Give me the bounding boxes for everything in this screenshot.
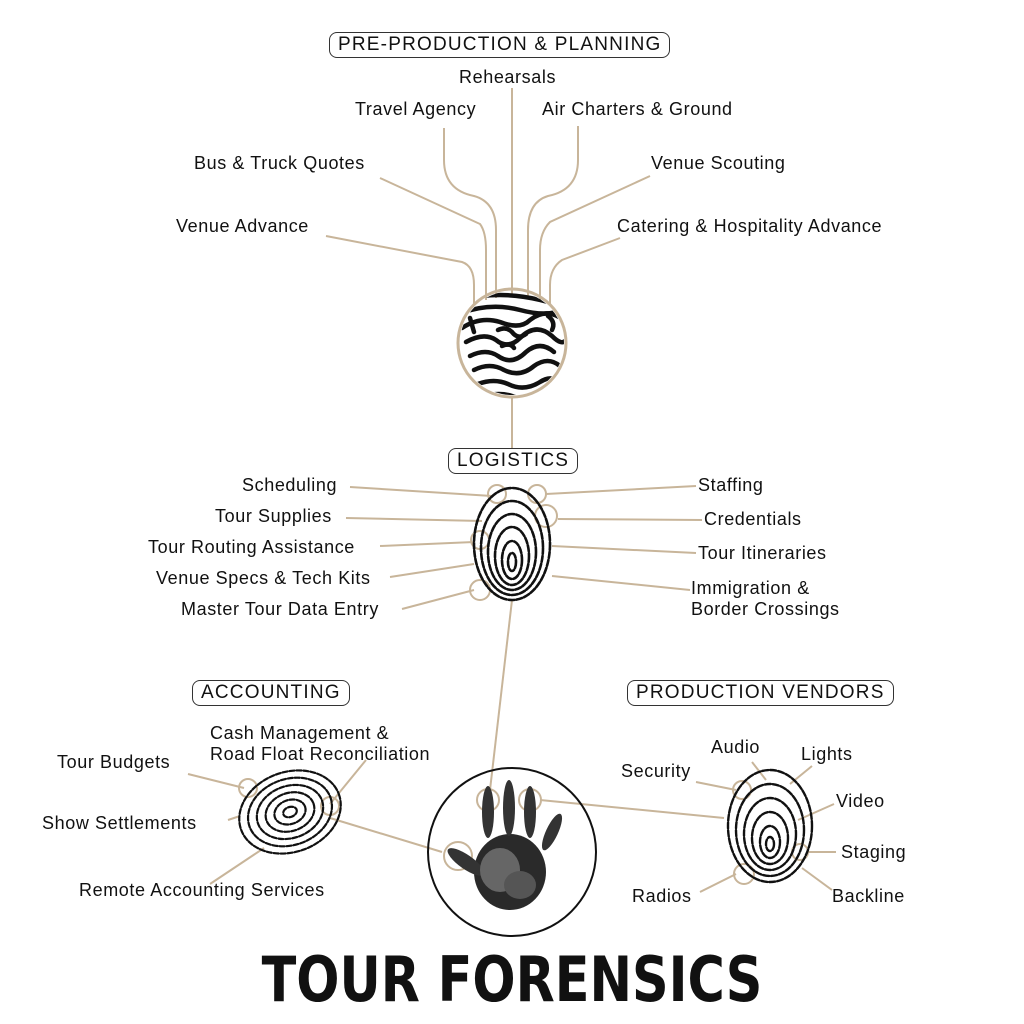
preproduction-header: PRE-PRODUCTION & PLANNING [329,32,670,58]
item-lights: Lights [801,744,853,764]
item-scheduling: Scheduling [242,475,338,495]
thumbprint-icon-production [728,770,812,882]
item-tour-budgets: Tour Budgets [57,752,171,772]
item-backline: Backline [832,886,905,906]
item-road-float: Road Float Reconciliation [210,744,431,764]
thumbprint-icon [474,488,550,600]
item-audio: Audio [711,737,761,757]
item-immigration: Immigration & [691,578,810,598]
item-staffing: Staffing [698,475,764,495]
page-title: TOUR FORENSICS [261,943,763,1016]
item-remote-accounting: Remote Accounting Services [79,880,325,900]
item-staging: Staging [841,842,907,862]
handprint-icon [444,780,566,910]
item-radios: Radios [632,886,692,906]
thumbprint-icon-accounting [227,757,352,868]
item-venue-scouting: Venue Scouting [651,153,786,173]
item-venue-specs: Venue Specs & Tech Kits [156,568,371,588]
item-travel-agency: Travel Agency [355,99,477,119]
item-air-charters: Air Charters & Ground [542,99,733,119]
item-cash-management: Cash Management & [210,723,390,743]
item-show-settlements: Show Settlements [42,813,197,833]
accounting-header: ACCOUNTING [192,680,350,706]
item-master-tour: Master Tour Data Entry [181,599,379,619]
item-venue-advance: Venue Advance [176,216,309,236]
production-header: PRODUCTION VENDORS [627,680,894,706]
item-credentials: Credentials [704,509,802,529]
item-rehearsals: Rehearsals [459,67,557,87]
item-tour-supplies: Tour Supplies [215,506,332,526]
item-security: Security [621,761,691,781]
item-tour-itineraries: Tour Itineraries [698,543,827,563]
item-bus-truck-quotes: Bus & Truck Quotes [194,153,365,173]
item-tour-routing: Tour Routing Assistance [148,537,355,557]
item-border-crossings: Border Crossings [691,599,840,619]
logistics-header: LOGISTICS [448,448,578,474]
item-video: Video [836,791,885,811]
item-catering-hospitality: Catering & Hospitality Advance [617,216,883,236]
